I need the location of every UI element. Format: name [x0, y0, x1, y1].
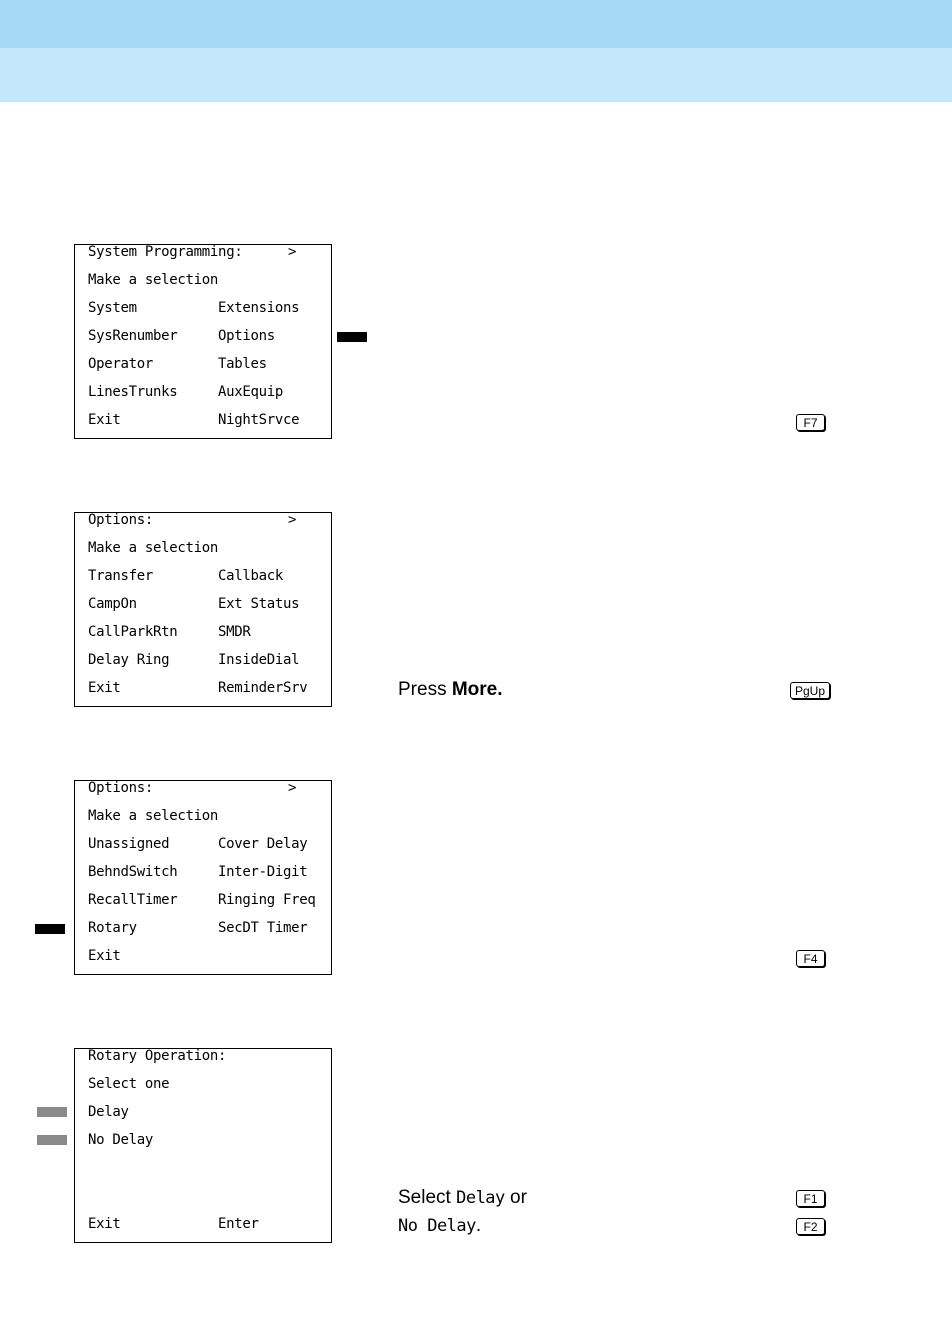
menu-item-exit[interactable]: Exit: [88, 1216, 121, 1232]
option-delay[interactable]: Delay: [88, 1104, 129, 1120]
menu-item-recalltimer[interactable]: RecallTimer: [88, 892, 178, 908]
instruction-prefix: Press: [398, 679, 452, 700]
menu-item-ext-status[interactable]: Ext Status: [218, 596, 300, 612]
key-f4[interactable]: F4: [796, 950, 825, 967]
menu-item-rotary[interactable]: Rotary: [88, 920, 137, 936]
menu-item-inter-digit[interactable]: Inter-Digit: [218, 864, 308, 880]
instruction-more: More.: [451, 679, 503, 700]
instruction-select-line-2: [398, 1214, 481, 1238]
menu-item-nightsrvce[interactable]: NightSrvce: [218, 412, 300, 428]
instruction-press-more: [398, 678, 503, 702]
screen-title: System Programming:: [88, 244, 243, 260]
more-arrow: >: [288, 512, 297, 528]
screen-title: Rotary Operation:: [88, 1048, 227, 1064]
key-f1[interactable]: F1: [796, 1190, 825, 1207]
menu-item-secdt-timer[interactable]: SecDT Timer: [218, 920, 308, 936]
menu-item-options[interactable]: Options: [218, 328, 275, 344]
screen-prompt: Select one: [88, 1076, 170, 1092]
menu-item-ringing-freq[interactable]: Ringing Freq: [218, 892, 316, 908]
menu-item-delay-ring[interactable]: Delay Ring: [88, 652, 170, 668]
screen-prompt: Make a selection: [88, 540, 219, 556]
display-screen-options-2: [74, 780, 332, 975]
more-arrow: >: [288, 244, 297, 260]
menu-item-callback[interactable]: Callback: [218, 568, 284, 584]
menu-item-cover-delay[interactable]: Cover Delay: [218, 836, 308, 852]
display-screen-rotary-operation: [74, 1048, 332, 1243]
menu-item-remindersrv[interactable]: ReminderSrv: [218, 680, 308, 696]
menu-item-smdr[interactable]: SMDR: [218, 624, 251, 640]
display-screen-system-programming: [74, 244, 332, 439]
menu-item-exit[interactable]: Exit: [88, 680, 121, 696]
menu-item-auxequip[interactable]: AuxEquip: [218, 384, 284, 400]
menu-item-callparkrtn[interactable]: CallParkRtn: [88, 624, 178, 640]
menu-item-campon[interactable]: CampOn: [88, 596, 137, 612]
instruction-no-delay: No Delay: [398, 1216, 476, 1236]
menu-item-enter[interactable]: Enter: [218, 1216, 259, 1232]
screen-prompt: Make a selection: [88, 272, 219, 288]
menu-item-transfer[interactable]: Transfer: [88, 568, 154, 584]
menu-item-system[interactable]: System: [88, 300, 137, 316]
menu-item-operator[interactable]: Operator: [88, 356, 154, 372]
selection-marker: [35, 924, 65, 934]
menu-item-insidedial[interactable]: InsideDial: [218, 652, 300, 668]
menu-item-tables[interactable]: Tables: [218, 356, 267, 372]
key-f2[interactable]: F2: [796, 1218, 825, 1235]
selection-marker: [337, 332, 367, 342]
screen-prompt: Make a selection: [88, 808, 219, 824]
instruction-or: or: [504, 1187, 527, 1208]
instruction-select: Select: [398, 1187, 457, 1208]
menu-item-behndswitch[interactable]: BehndSwitch: [88, 864, 178, 880]
menu-item-sysrenumber[interactable]: SysRenumber: [88, 328, 178, 344]
header-band-bottom: [0, 48, 952, 102]
key-pgup[interactable]: PgUp: [790, 682, 830, 699]
more-arrow: >: [288, 780, 297, 796]
menu-item-exit[interactable]: Exit: [88, 412, 121, 428]
menu-item-extensions[interactable]: Extensions: [218, 300, 300, 316]
key-f7[interactable]: F7: [796, 414, 825, 431]
menu-item-unassigned[interactable]: Unassigned: [88, 836, 170, 852]
display-screen-options-1: [74, 512, 332, 707]
header-band-top: [0, 0, 952, 48]
menu-item-exit[interactable]: Exit: [88, 948, 121, 964]
option-no-delay[interactable]: No Delay: [88, 1132, 154, 1148]
screen-title: Options:: [88, 780, 154, 796]
option-marker-no-delay: [37, 1135, 67, 1145]
instruction-select-line-1: [398, 1186, 527, 1210]
screen-title: Options:: [88, 512, 154, 528]
menu-item-linestrunks[interactable]: LinesTrunks: [88, 384, 178, 400]
instruction-delay: Delay: [456, 1188, 505, 1208]
option-marker-delay: [37, 1107, 67, 1117]
instruction-period: .: [475, 1215, 482, 1236]
